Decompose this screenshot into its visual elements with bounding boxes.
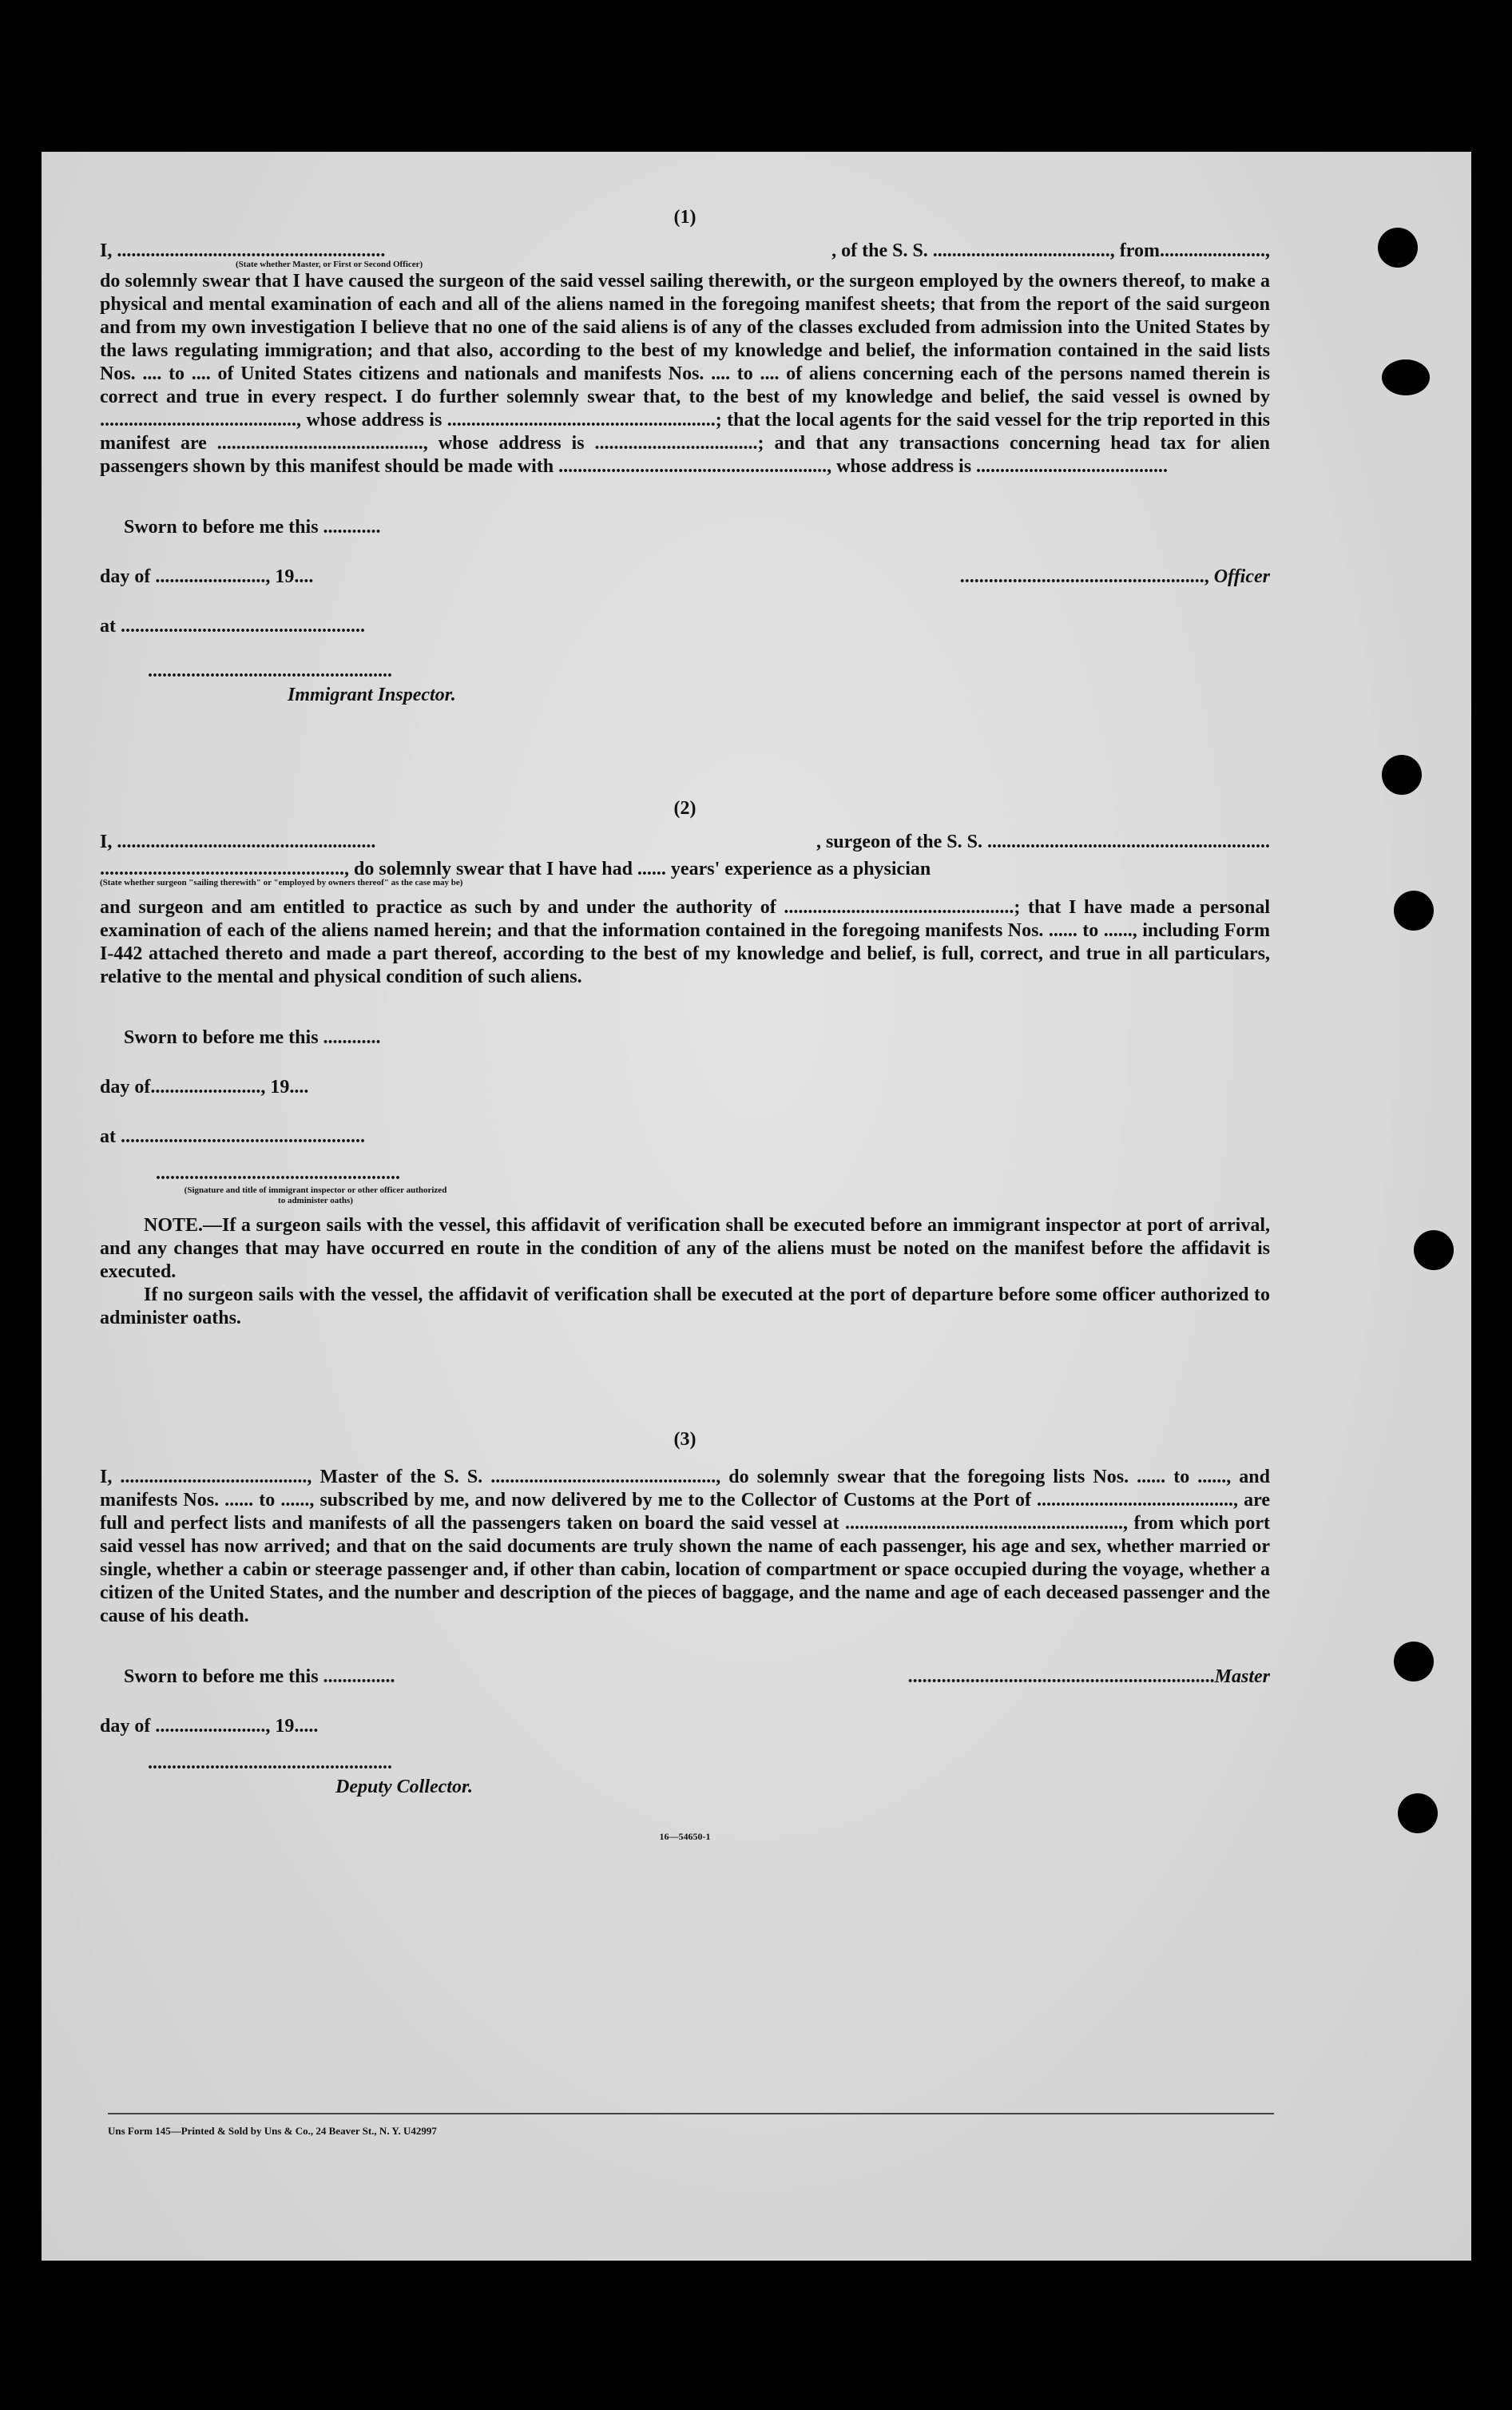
affidavit-section-3 [100, 1426, 1270, 1850]
form-number: 16—54650-1 [659, 1831, 711, 1842]
officer-type-note: (State whether Master, or First or Second Officer) [236, 260, 423, 269]
punch-hole [1378, 228, 1418, 268]
vessel-from-line: , of the S. S. ....................................., from......................, [831, 240, 1270, 261]
day-line: day of ......................., 19..... [100, 1716, 319, 1737]
surgeon-affidavit-body: and surgeon and am entitled to practice as such by and under the authority of ................................................; that I have made a personal examination of each of the aliens named herein; and that the information contained in the foregoing manifests Nos. ...... to ......, including Form I-442 attached thereto and made a part thereof, according to the best of my knowledge and belief, is full, correct, and true in all particulars, relative to the mental and physical condition of such aliens. [100, 897, 1270, 987]
officer-title: Officer [1213, 566, 1270, 587]
printer-footer: Uns Form 145—Printed & Sold by Uns & Co., 24 Beaver St., N. Y. U42997 [108, 2125, 437, 2137]
master-affidavit-body: I, ......................................., Master of the S. S. ..............................................., do solemnly swear that the foregoing lists Nos. ...... to ......, and manifests Nos. ...... to ......, subscribed by me, and now delivered by me to the Collector of Customs at the Port of ........................................., are full and perfect lists and manifests of all the passengers taken on board the said vessel at .........................................................., from which port said vessel has now arrived; and that on the said documents are truly shown the name of each passenger, his age and sex, whether married or single, whether a cabin or steerage passenger and, if other than cabin, location of compartment or space occupied during the voyage, whether a citizen of the United States, and the number and description of the pieces of baggage, and the name and age of each deceased passenger and the cause of his death. [100, 1467, 1270, 1626]
signature-line: ................................................... [156, 1163, 400, 1184]
affidavit-content [100, 204, 1270, 1850]
surgeon-name-line: I, ...................................................... [100, 832, 376, 852]
at-line: at ................................................... [100, 1126, 365, 1147]
collector-signature-line: ................................................... [148, 1753, 392, 1773]
punch-hole [1382, 755, 1422, 795]
years-experience-line: ..................................................., do solemnly swear that I have had ...... years' experience as a physician [100, 859, 931, 879]
punch-hole [1398, 1793, 1438, 1833]
surgeon-vessel-line: , surgeon of the S. S. ........................................................... [816, 832, 1270, 852]
signature-note: (Signature and title of immigrant inspector or other officer authorized to administer oaths) [184, 1185, 447, 1205]
affidavit-body: do solemnly swear that I have caused the surgeon of the said vessel sailing therewith, or the surgeon employed by the owners thereof, to make a physical and mental examination of each and all of the aliens named in the foregoing manifest sheets; that from the report of the said surgeon and from my own investigation I believe that no one of the said aliens is of any of the classes excluded from admission into the United States by the laws regulating immigration; and that also, according to the best of my knowledge and belief, the information contained in the said lists Nos. .... to .... of United States citizens and nationals and manifests Nos. .... to .... of aliens concerning each of the persons named therein is correct and true in every respect. I do further solemnly swear that, to the best of my knowledge and belief, the said vessel is owned by ........................................., whose address is ........................................................; that the local agents for the said vessel for the trip reported in this manifest are ..........................................., whose address is ..................................; and that any transactions concerning head tax for alien passengers shown by this manifest should be made with ........................................................, whose address is ........................................ [100, 271, 1270, 477]
note-surgeon-sails: NOTE.—If a surgeon sails with the vessel, this affidavit of verification shall be executed before an immigrant inspector at port of arrival, and any changes that may have occurred en route in the condition of any of the aliens must be noted on the manifest before the affidavit is executed. [100, 1215, 1270, 1282]
punch-hole [1382, 359, 1430, 395]
footer-rule [108, 2113, 1274, 2114]
section-number: (1) [673, 207, 696, 228]
master-name-line: I, ........................................................ [100, 240, 386, 261]
master-title: Master [1214, 1666, 1270, 1687]
sworn-line: Sworn to before me this ............... [124, 1666, 395, 1687]
sworn-line: Sworn to before me this ............ [124, 517, 381, 538]
note-no-surgeon: If no surgeon sails with the vessel, the affidavit of verification shall be executed at the port of departure before some officer authorized to administer oaths. [100, 1284, 1270, 1328]
master-signature-line: ................................................................ [907, 1666, 1215, 1687]
day-line: day of ......................., 19.... [100, 566, 314, 587]
inspector-title: Immigrant Inspector. [288, 685, 456, 705]
punch-hole [1414, 1230, 1454, 1270]
officer-signature-line: ..................................................., [959, 566, 1214, 587]
day-line: day of......................., 19.... [100, 1077, 309, 1098]
at-line: at ................................................... [100, 616, 365, 637]
punch-hole [1402, 2333, 1442, 2372]
punch-hole [1394, 1642, 1434, 1681]
section-number: (2) [673, 798, 696, 819]
section-number: (3) [673, 1429, 696, 1450]
collector-title: Deputy Collector. [335, 1777, 473, 1797]
punch-hole [1394, 891, 1434, 931]
surgeon-type-note: (State whether surgeon "sailing therewith" or "employed by owners thereof" as the case may be) [100, 878, 463, 887]
affidavit-section-1 [100, 204, 1270, 707]
sworn-line: Sworn to before me this ............ [124, 1027, 381, 1048]
inspector-signature-line: ................................................... [148, 661, 392, 681]
affidavit-section-2 [100, 795, 1270, 1330]
